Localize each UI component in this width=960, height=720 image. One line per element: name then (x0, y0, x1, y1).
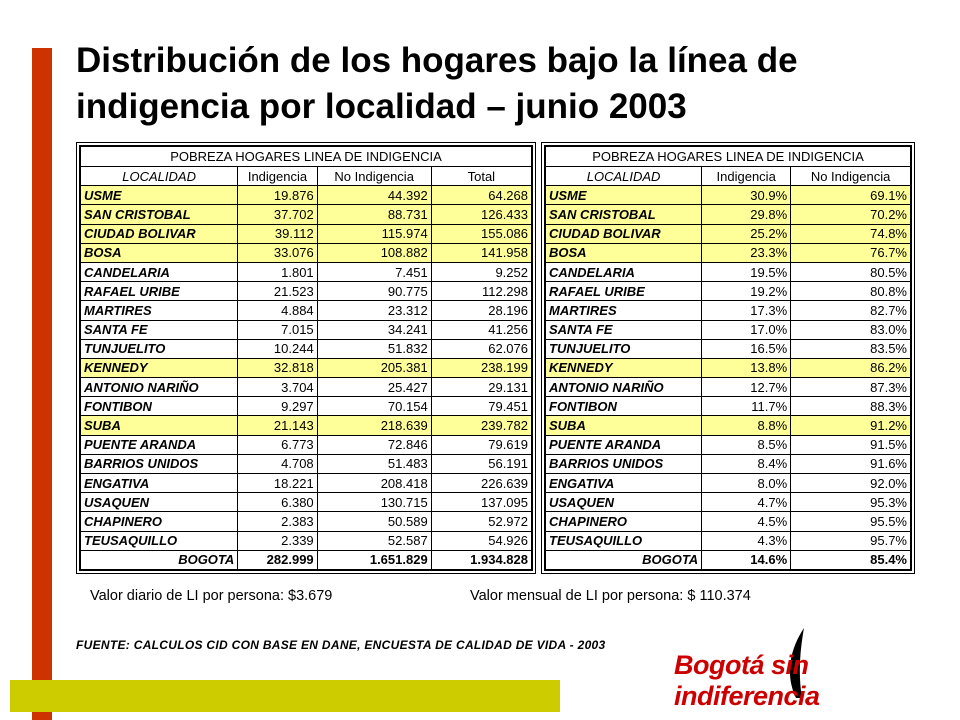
cell-localidad: CANDELARIA (80, 262, 238, 281)
cell-localidad: USAQUEN (545, 493, 702, 512)
table-row (545, 378, 911, 397)
cell-value: 70.154 (317, 397, 431, 416)
cell-value: 21.523 (238, 282, 317, 301)
cell-value: 208.418 (317, 474, 431, 493)
table-row (545, 474, 911, 493)
cell-localidad: SANTA FE (545, 320, 702, 339)
cell-localidad: MARTIRES (80, 301, 238, 320)
cell-value: 25.427 (317, 378, 431, 397)
cell-localidad: SANTA FE (80, 320, 238, 339)
cell-value: 44.392 (317, 186, 431, 205)
table-row (80, 378, 532, 397)
cell-value: 112.298 (431, 282, 532, 301)
table-row (545, 243, 911, 262)
table-row (545, 186, 911, 205)
cell-localidad: KENNEDY (80, 358, 238, 377)
table-row (80, 339, 532, 358)
column-header-localidad: LOCALIDAD (545, 167, 702, 186)
cell-localidad: ANTONIO NARIÑO (545, 378, 702, 397)
column-header-indigencia: Indigencia (238, 167, 317, 186)
cell-localidad: RAFAEL URIBE (545, 282, 702, 301)
table-row (545, 435, 911, 454)
source-note: FUENTE: CALCULOS CID CON BASE EN DANE, ENCUESTA DE CALIDAD DE VIDA - 2003 (76, 638, 606, 652)
cell-value: 69.1% (791, 186, 911, 205)
table-row (80, 358, 532, 377)
cell-value: 4.3% (702, 531, 791, 550)
cell-value: 23.3% (702, 243, 791, 262)
cell-value: 95.3% (791, 493, 911, 512)
table-row (545, 531, 911, 550)
cell-value: 9.297 (238, 397, 317, 416)
table-row (545, 339, 911, 358)
table-caption: POBREZA HOGARES LINEA DE INDIGENCIA (545, 146, 911, 167)
cell-localidad: ENGATIVA (545, 474, 702, 493)
cell-value: 29.8% (702, 205, 791, 224)
cell-localidad: TUNJUELITO (80, 339, 238, 358)
table-row (80, 224, 532, 243)
table-row (545, 301, 911, 320)
cell-localidad: BARRIOS UNIDOS (80, 454, 238, 473)
cell-value: 2.383 (238, 512, 317, 531)
cell-value: 76.7% (791, 243, 911, 262)
cell-value: 37.702 (238, 205, 317, 224)
cell-value: 4.884 (238, 301, 317, 320)
column-header-localidad: LOCALIDAD (80, 167, 238, 186)
cell-value: 79.451 (431, 397, 532, 416)
table-row (545, 282, 911, 301)
cell-value: 7.451 (317, 262, 431, 281)
table-row (545, 512, 911, 531)
cell-value: 29.131 (431, 378, 532, 397)
cell-value: 80.8% (791, 282, 911, 301)
cell-value: 56.191 (431, 454, 532, 473)
cell-value: 16.5% (702, 339, 791, 358)
cell-value: 62.076 (431, 339, 532, 358)
cell-value: 3.704 (238, 378, 317, 397)
cell-localidad: TUNJUELITO (545, 339, 702, 358)
cell-value: 4.5% (702, 512, 791, 531)
cell-value: 39.112 (238, 224, 317, 243)
cell-value: 8.5% (702, 435, 791, 454)
table-row (80, 397, 532, 416)
table-row (80, 454, 532, 473)
cell-value: 87.3% (791, 378, 911, 397)
cell-localidad: CIUDAD BOLIVAR (545, 224, 702, 243)
table-row (80, 320, 532, 339)
cell-value: 90.775 (317, 282, 431, 301)
cell-value: 238.199 (431, 358, 532, 377)
cell-localidad: MARTIRES (545, 301, 702, 320)
table-row (80, 435, 532, 454)
table-row (80, 262, 532, 281)
cell-value: 51.483 (317, 454, 431, 473)
cell-total-label: BOGOTA (545, 550, 702, 570)
table-total-row (80, 550, 532, 570)
table-row (80, 474, 532, 493)
cell-value: 83.5% (791, 339, 911, 358)
cell-value: 141.958 (431, 243, 532, 262)
table-row (80, 186, 532, 205)
table-row (545, 416, 911, 435)
cell-value: 50.589 (317, 512, 431, 531)
cell-localidad: SAN CRISTOBAL (545, 205, 702, 224)
cell-value: 126.433 (431, 205, 532, 224)
table-row (80, 493, 532, 512)
cell-value: 13.8% (702, 358, 791, 377)
cell-localidad: FONTIBON (545, 397, 702, 416)
cell-value: 91.2% (791, 416, 911, 435)
cell-value: 70.2% (791, 205, 911, 224)
cell-value: 41.256 (431, 320, 532, 339)
cell-value: 95.7% (791, 531, 911, 550)
table-row (545, 397, 911, 416)
cell-localidad: BOSA (545, 243, 702, 262)
cell-value: 4.708 (238, 454, 317, 473)
absolute-table (76, 142, 536, 574)
cell-value: 74.8% (791, 224, 911, 243)
cell-value: 7.015 (238, 320, 317, 339)
cell-value: 130.715 (317, 493, 431, 512)
absolute-households-table (79, 145, 533, 571)
cell-value: 30.9% (702, 186, 791, 205)
cell-localidad: USME (545, 186, 702, 205)
cell-value: 9.252 (431, 262, 532, 281)
cell-value: 25.2% (702, 224, 791, 243)
cell-value: 51.832 (317, 339, 431, 358)
cell-value: 19.5% (702, 262, 791, 281)
cell-localidad: BOSA (80, 243, 238, 262)
cell-localidad: CHAPINERO (545, 512, 702, 531)
cell-localidad: SUBA (545, 416, 702, 435)
cell-value: 205.381 (317, 358, 431, 377)
cell-value: 18.221 (238, 474, 317, 493)
table-row (545, 358, 911, 377)
cell-value: 23.312 (317, 301, 431, 320)
cell-value: 8.4% (702, 454, 791, 473)
cell-localidad: SUBA (80, 416, 238, 435)
cell-localidad: CHAPINERO (80, 512, 238, 531)
table-row (545, 224, 911, 243)
cell-value: 115.974 (317, 224, 431, 243)
cell-total-value: 282.999 (238, 550, 317, 570)
cell-value: 92.0% (791, 474, 911, 493)
column-header-indigencia: Indigencia (702, 167, 791, 186)
cell-value: 32.818 (238, 358, 317, 377)
cell-value: 91.6% (791, 454, 911, 473)
table-row (545, 320, 911, 339)
cell-value: 34.241 (317, 320, 431, 339)
table-row (545, 262, 911, 281)
cell-value: 91.5% (791, 435, 911, 454)
cell-localidad: PUENTE ARANDA (80, 435, 238, 454)
cell-localidad: KENNEDY (545, 358, 702, 377)
cell-localidad: USME (80, 186, 238, 205)
cell-value: 72.846 (317, 435, 431, 454)
logo-text: Bogotá sin indiferencia (674, 650, 820, 711)
cell-value: 108.882 (317, 243, 431, 262)
cell-value: 95.5% (791, 512, 911, 531)
cell-value: 79.619 (431, 435, 532, 454)
table-row (80, 512, 532, 531)
table-row (545, 493, 911, 512)
cell-value: 1.801 (238, 262, 317, 281)
cell-value: 12.7% (702, 378, 791, 397)
table-row (80, 282, 532, 301)
bogota-logo (666, 622, 942, 711)
accent-bar-bottom (10, 680, 560, 712)
table-row (80, 243, 532, 262)
cell-value: 4.7% (702, 493, 791, 512)
cell-localidad: ENGATIVA (80, 474, 238, 493)
cell-value: 19.876 (238, 186, 317, 205)
cell-value: 155.086 (431, 224, 532, 243)
cell-value: 8.0% (702, 474, 791, 493)
cell-value: 2.339 (238, 531, 317, 550)
cell-localidad: RAFAEL URIBE (80, 282, 238, 301)
cell-value: 218.639 (317, 416, 431, 435)
cell-value: 21.143 (238, 416, 317, 435)
percentage-table (541, 142, 915, 574)
cell-value: 86.2% (791, 358, 911, 377)
cell-localidad: FONTIBON (80, 397, 238, 416)
table-total-row (545, 550, 911, 570)
column-header-no-indigencia: No Indigencia (791, 167, 911, 186)
cell-value: 82.7% (791, 301, 911, 320)
cell-value: 83.0% (791, 320, 911, 339)
cell-localidad: TEUSAQUILLO (80, 531, 238, 550)
cell-total-value: 14.6% (702, 550, 791, 570)
cell-total-value: 85.4% (791, 550, 911, 570)
cell-value: 8.8% (702, 416, 791, 435)
cell-value: 80.5% (791, 262, 911, 281)
accent-bar-vertical (32, 48, 52, 720)
percentage-households-table (544, 145, 912, 571)
cell-total-label: BOGOTA (80, 550, 238, 570)
cell-value: 137.095 (431, 493, 532, 512)
table-row (80, 301, 532, 320)
cell-value: 6.380 (238, 493, 317, 512)
cell-total-value: 1.934.828 (431, 550, 532, 570)
cell-value: 52.587 (317, 531, 431, 550)
cell-localidad: ANTONIO NARIÑO (80, 378, 238, 397)
column-header-no-indigencia: No Indigencia (317, 167, 431, 186)
cell-value: 33.076 (238, 243, 317, 262)
cell-value: 19.2% (702, 282, 791, 301)
table-row (545, 454, 911, 473)
cell-localidad: SAN CRISTOBAL (80, 205, 238, 224)
table-row (80, 531, 532, 550)
column-header-total: Total (431, 167, 532, 186)
cell-value: 28.196 (431, 301, 532, 320)
cell-localidad: TEUSAQUILLO (545, 531, 702, 550)
slide-title: Distribución de los hogares bajo la línea de indigencia por localidad – junio 2003 (76, 41, 798, 126)
cell-localidad: PUENTE ARANDA (545, 435, 702, 454)
daily-value-note: Valor diario de LI por persona: $3.679 (90, 588, 333, 604)
cell-value: 54.926 (431, 531, 532, 550)
cell-value: 11.7% (702, 397, 791, 416)
table-row (80, 205, 532, 224)
cell-total-value: 1.651.829 (317, 550, 431, 570)
monthly-value-note: Valor mensual de LI por persona: $ 110.374 (470, 588, 751, 604)
cell-value: 17.0% (702, 320, 791, 339)
cell-localidad: CANDELARIA (545, 262, 702, 281)
cell-localidad: BARRIOS UNIDOS (545, 454, 702, 473)
cell-value: 64.268 (431, 186, 532, 205)
cell-value: 88.731 (317, 205, 431, 224)
cell-value: 226.639 (431, 474, 532, 493)
cell-value: 239.782 (431, 416, 532, 435)
table-caption: POBREZA HOGARES LINEA DE INDIGENCIA (80, 146, 532, 167)
cell-value: 52.972 (431, 512, 532, 531)
table-row (80, 416, 532, 435)
cell-value: 10.244 (238, 339, 317, 358)
table-row (545, 205, 911, 224)
cell-localidad: USAQUEN (80, 493, 238, 512)
cell-localidad: CIUDAD BOLIVAR (80, 224, 238, 243)
cell-value: 17.3% (702, 301, 791, 320)
cell-value: 88.3% (791, 397, 911, 416)
cell-value: 6.773 (238, 435, 317, 454)
